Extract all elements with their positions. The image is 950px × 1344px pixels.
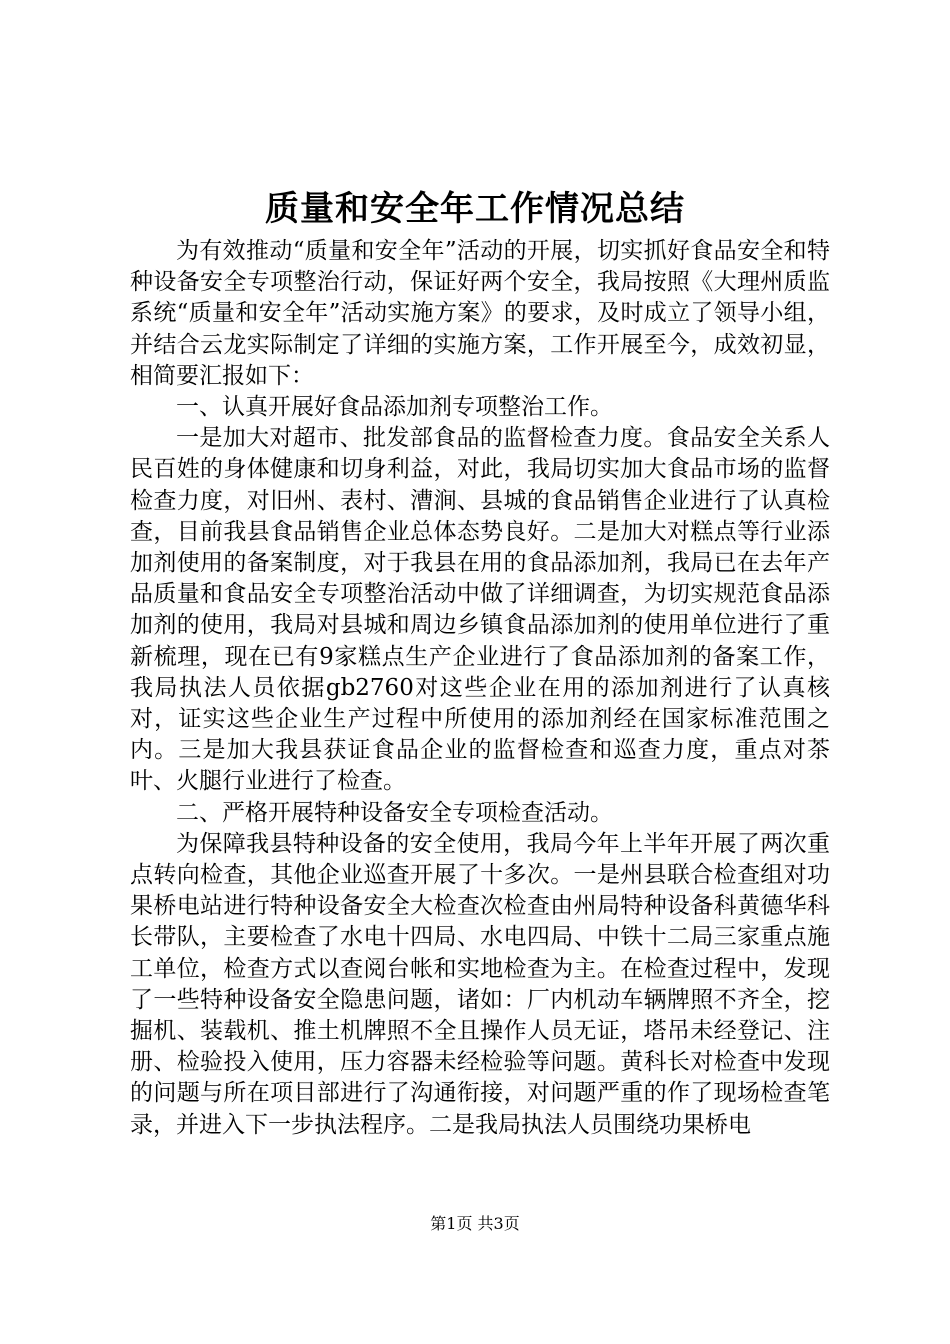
special-equipment-paragraph: 为保障我县特种设备的安全使用，我局今年上半年开展了两次重点转向检查，其他企业巡查开展了十多次。一是州县联合检查组对功果桥电站进行特种设备安全大检查次检查由州局特种设备科黄德华科长带队，主要检查了水电十四局、水电四局、中铁十二局三家重点施工单位，检查方式以查阅台帐和实地检查为主。在检查过程中，发现了一些特种设备安全隐患问题，诸如：厂内机动车辆牌照不齐全，挖掘机、装载机、推土机牌照不全且操作人员无证，塔吊未经登记、注册、检验投入使用，压力容器未经检验等问题。黄科长对检查中发现的问题与所在项目部进行了沟通衔接，对问题严重的作了现场检查笔录，并进入下一步执法程序。二是我局执法人员围绕功果桥电 <box>130 830 830 1138</box>
document-body <box>130 236 830 1141</box>
section-heading-special-equipment: 二、严格开展特种设备安全专项检查活动。 <box>176 799 613 826</box>
page-number-footer: 第1页 共3页 <box>430 1214 520 1233</box>
section-heading-food-additives: 一、认真开展好食品添加剂专项整治工作。 <box>176 394 613 421</box>
intro-paragraph: 为有效推动“质量和安全年”活动的开展，切实抓好食品安全和特种设备安全专项整治行动，保证好两个安全，我局按照《大理州质监系统“质量和安全年”活动实施方案》的要求，及时成立了领导小组，并结合云龙实际制定了详细的实施方案，工作开展至今，成效初显，相简要汇报如下： <box>130 238 830 389</box>
food-additives-paragraph: 一是加大对超市、批发部食品的监督检查力度。食品安全关系人民百姓的身体健康和切身利益，对此，我局切实加大食品市场的监督检查力度，对旧州、表村、漕涧、县城的食品销售企业进行了认真检查，目前我县食品销售企业总体态势良好。二是加大对糕点等行业添加剂使用的备案制度，对于我县在用的食品添加剂，我局已在去年产品质量和食品安全专项整治活动中做了详细调查，为切实规范食品添加剂的使用，我局对县城和周边乡镇食品添加剂的使用单位进行了重新梳理，现在已有9家糕点生产企业进行了食品添加剂的备案工作，我局执法人员依据gb2760对这些企业在用的添加剂进行了认真核对，证实这些企业生产过程中所使用的添加剂经在国家标准范围之内。三是加大我县获证食品企业的监督检查和巡查力度，重点对茶叶、火腿行业进行了检查。 <box>130 425 830 795</box>
document-title: 质量和安全年工作情况总结 <box>265 189 685 229</box>
